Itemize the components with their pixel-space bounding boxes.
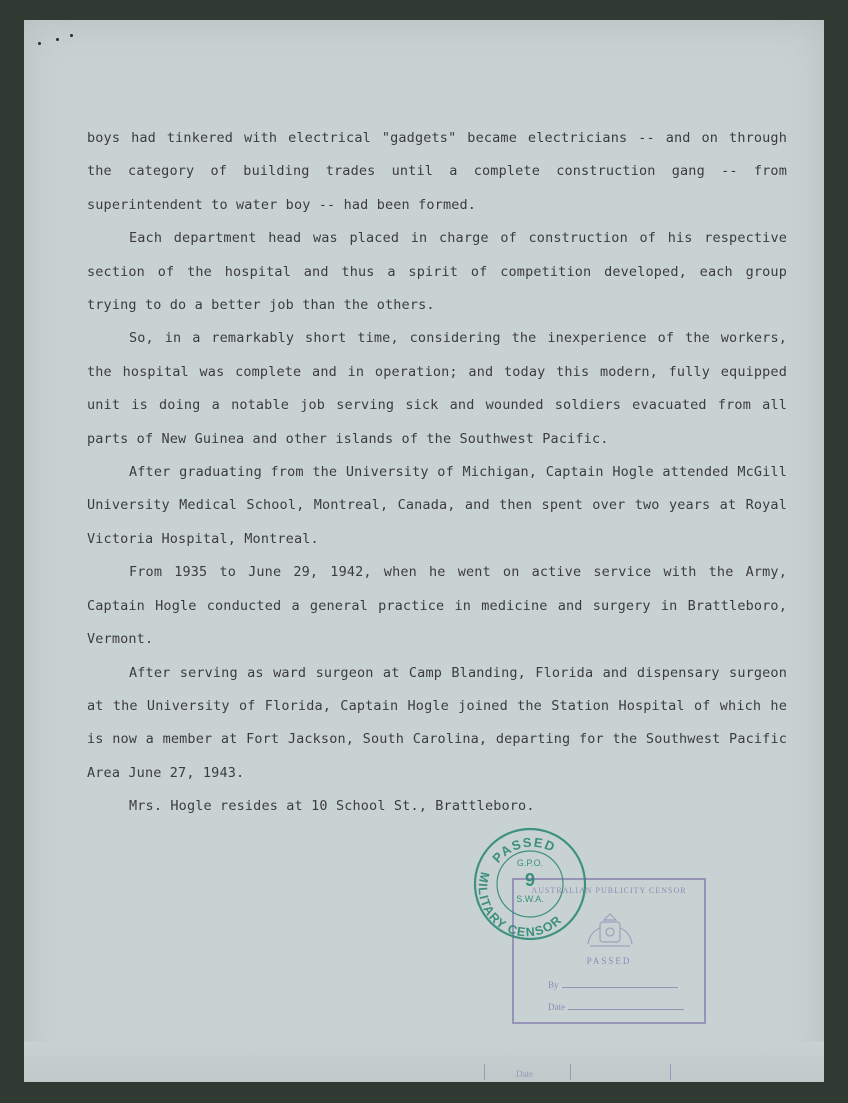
paragraph-1: boys had tinkered with electrical "gadgets" became electricians -- and on through the category of building trades until a complete construction gang -- from superintendent to water boy -- had been formed. — [87, 130, 787, 213]
publicity-censor-header: AUSTRALIAN PUBLICITY CENSOR — [531, 886, 687, 895]
paragraph-2: Each department head was placed in charge of construction of his respective section of the hospital and thus a spirit of competition developed, each group trying to do a better job than the others. — [87, 230, 787, 314]
date-line — [548, 1002, 684, 1012]
paragraph-7: Mrs. Hogle resides at 10 School St., Brattleboro. — [129, 798, 535, 815]
typed-body — [87, 122, 787, 824]
swa-text: S.W.A. — [516, 894, 544, 904]
paragraph-6: After serving as ward surgeon at Camp Blanding, Florida and dispensary surgeon at the University of Florida, Captain Hogle joined the Station Hospital of which he is now a member at Fort Jackson, South Carolina, departing for the Southwest Pacific Area June 27, 1943. — [87, 664, 787, 781]
ink-speck — [38, 42, 41, 45]
gpo-text: G.P.O. — [516, 858, 544, 868]
ghost-date-label: Date — [516, 1069, 533, 1079]
publicity-passed-label: PASSED — [586, 956, 632, 966]
paragraph-5: From 1935 to June 29, 1942, when he went on active service with the Army, Captain Hogle conducted a general practice in medicine and surgery in Brattleboro, Vermont. — [87, 564, 787, 648]
page-bottom-shade — [24, 1042, 824, 1082]
by-label: By — [548, 980, 559, 990]
stamp-number: 9 — [524, 870, 536, 890]
paragraph-3: So, in a remarkably short time, considering the inexperience of the workers, the hospital was complete and in operation; and today this modern, fully equipped unit is doing a notable job serving sick and wounded soldiers evacuated from all parts of New Guinea and other islands of the Southwest Pacific. — [87, 330, 787, 447]
military-censor-stamp — [472, 826, 588, 942]
ink-speck — [56, 38, 59, 41]
ink-speck — [70, 34, 73, 37]
paragraph-4: After graduating from the University of Michigan, Captain Hogle attended McGill University Medical School, Montreal, Canada, and then spent over two years at Royal Victoria Hospital, Montreal. — [87, 464, 787, 547]
military-censor-arc-text: MILITARY CENSOR — [475, 870, 565, 940]
coat-of-arms-icon — [580, 906, 640, 956]
bottom-ghost-stamp — [480, 1064, 680, 1082]
date-label: Date — [548, 1002, 565, 1012]
passed-arc-text: PASSED — [489, 834, 559, 866]
by-line — [548, 980, 678, 990]
